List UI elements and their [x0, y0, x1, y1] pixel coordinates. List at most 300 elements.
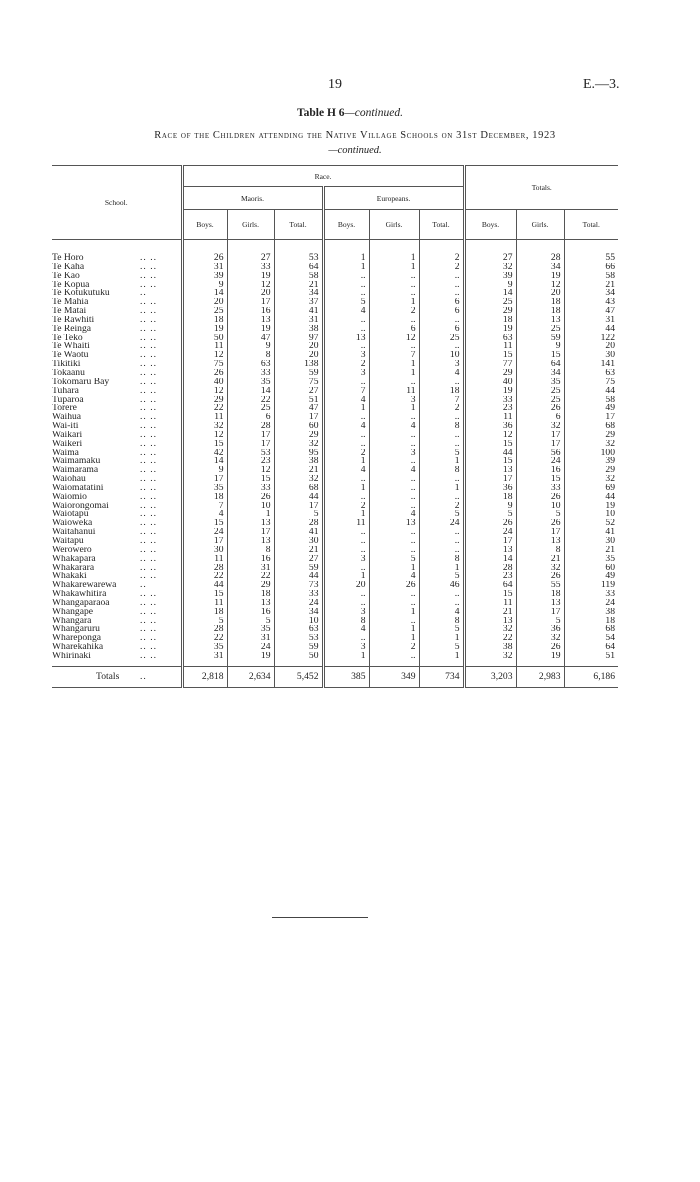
- cell-maori-total: 59: [274, 643, 323, 652]
- cell-dots: .. ..: [140, 422, 157, 431]
- cell-maori-girls: 18: [227, 590, 274, 599]
- cell-maori-boys: 15: [182, 590, 227, 599]
- cell-european-girls: ..: [369, 493, 419, 502]
- table-row: [52, 502, 618, 511]
- cell-dots: .. ..: [140, 351, 157, 361]
- cell-maori-girls: 28: [227, 422, 274, 431]
- cell-european-total: 10: [419, 351, 464, 360]
- cell-maori-girls: 5: [227, 617, 274, 626]
- cell-dots: .. ..: [140, 643, 157, 652]
- cell-maori-girls: 35: [227, 378, 274, 387]
- table-row: [52, 493, 618, 502]
- cell-totals-total: 63: [564, 369, 618, 378]
- cell-dots: .. ..: [140, 413, 157, 423]
- table-row: [52, 396, 618, 405]
- cell-totals-total: 49: [564, 572, 618, 581]
- bottom-rule: [272, 917, 368, 918]
- cell-totals-boys: 17: [464, 537, 516, 546]
- cell-european-total: 6: [419, 325, 464, 334]
- cell-school: Te Rawhiti: [52, 315, 95, 325]
- cell-european-total: 8: [419, 555, 464, 564]
- cell-european-girls: 5: [369, 555, 419, 564]
- cell-totals-girls: 26: [516, 519, 564, 528]
- cell-school: Waiohau: [52, 475, 86, 484]
- table-row: [52, 360, 618, 369]
- cell-dots: .. ..: [140, 590, 157, 599]
- cell-school: Te Waotu: [52, 351, 89, 361]
- cell-maori-girls: 19: [227, 652, 274, 666]
- cell-european-total: 18: [419, 387, 464, 396]
- table-row: [52, 537, 618, 546]
- cell-totals-total: 69: [564, 484, 618, 493]
- cell-maori-total: 31: [274, 316, 323, 325]
- cell-maori-girls: 12: [227, 281, 274, 290]
- table-row: [52, 457, 618, 466]
- cell-totals-girls: 32: [516, 634, 564, 643]
- cell-maori-boys: 44: [182, 581, 227, 590]
- table-row: [52, 298, 618, 307]
- cell-totals-girls: 15: [516, 351, 564, 360]
- cell-european-boys: 7: [323, 387, 369, 396]
- cell-maori-total: 21: [274, 546, 323, 555]
- cell-maori-total: 60: [274, 422, 323, 431]
- table-row: [52, 634, 618, 643]
- cell-maori-total: 30: [274, 537, 323, 546]
- cell-totals-total: 52: [564, 519, 618, 528]
- cell-european-boys: ..: [323, 431, 369, 440]
- cell-maori-boys: 15: [182, 440, 227, 449]
- cell-european-total: ..: [419, 590, 464, 599]
- col-maori-boys: Boys.: [182, 210, 227, 240]
- cell-european-total: 6: [419, 307, 464, 316]
- cell-maori-total: 32: [274, 440, 323, 449]
- cell-maori-boys: 35: [182, 484, 227, 493]
- cell-european-boys: 1: [323, 240, 369, 263]
- cell-maori-boys: 5: [182, 617, 227, 626]
- totals-dots: ..: [140, 666, 182, 687]
- cell-european-total: 25: [419, 334, 464, 343]
- cell-dots: .. ..: [140, 519, 157, 529]
- cell-totals-girls: 24: [516, 457, 564, 466]
- cell-maori-boys: 12: [182, 387, 227, 396]
- cell-maori-boys: 18: [182, 316, 227, 325]
- cell-european-total: ..: [419, 528, 464, 537]
- cell-maori-total: 75: [274, 378, 323, 387]
- cell-totals-girls: 64: [516, 360, 564, 369]
- cell-maori-total: 41: [274, 307, 323, 316]
- cell-dots: .. ..: [140, 377, 157, 387]
- cell-dots: .. ..: [140, 280, 157, 290]
- cell-dots: .. ..: [140, 439, 157, 449]
- cell-school: Waiotapu: [52, 510, 89, 520]
- cell-totals-girls: 33: [516, 484, 564, 493]
- cell-european-girls: ..: [369, 475, 419, 484]
- cell-european-total: 8: [419, 617, 464, 626]
- cell-european-girls: 1: [369, 404, 419, 413]
- cell-maori-total: 51: [274, 396, 323, 405]
- table-row: [52, 413, 618, 422]
- table-row: [52, 590, 618, 599]
- cell-maori-girls: 16: [227, 307, 274, 316]
- cell-dots: .. ..: [140, 537, 157, 546]
- cell-school: Tokaanu: [52, 368, 85, 378]
- cell-maori-boys: 19: [182, 325, 227, 334]
- cell-school: Te Kotukutuku: [52, 289, 110, 299]
- cell-maori-girls: 33: [227, 484, 274, 493]
- cell-totals-total: 17: [564, 413, 618, 422]
- cell-european-girls: ..: [369, 316, 419, 325]
- cell-maori-boys: 9: [182, 281, 227, 290]
- cell-totals-boys: 21: [464, 608, 516, 617]
- cell-totals-total: 30: [564, 537, 618, 546]
- cell-totals-total: 34: [564, 289, 618, 298]
- cell-school: Tuparoa: [52, 395, 84, 405]
- cell-dots: .. ..: [140, 651, 157, 661]
- col-european-total: Total.: [419, 210, 464, 240]
- cell-maori-girls: 63: [227, 360, 274, 369]
- cell-maori-boys: 11: [182, 599, 227, 608]
- cell-maori-boys: 20: [182, 298, 227, 307]
- cell-school: Waima: [52, 448, 79, 458]
- cell-european-boys: ..: [323, 413, 369, 422]
- table-row: [52, 334, 618, 343]
- cell-totals-boys: 36: [464, 422, 516, 431]
- cell-totals-girls: 26: [516, 643, 564, 652]
- cell-european-total: ..: [419, 316, 464, 325]
- cell-european-girls: 4: [369, 572, 419, 581]
- cell-totals-girls: 12: [516, 281, 564, 290]
- cell-european-total: 7: [419, 396, 464, 405]
- cell-dots: .. ..: [140, 307, 157, 316]
- cell-maori-girls: 27: [227, 240, 274, 263]
- cell-european-girls: 1: [369, 263, 419, 272]
- cell-maori-girls: 33: [227, 263, 274, 272]
- cell-dots: .. ..: [140, 324, 157, 334]
- cell-totals-girls: 19: [516, 272, 564, 281]
- cell-european-girls: 4: [369, 510, 419, 519]
- cell-maori-total: 68: [274, 484, 323, 493]
- cell-maori-girls: 35: [227, 625, 274, 634]
- cell-maori-boys: 11: [182, 413, 227, 422]
- cell-maori-boys: 18: [182, 608, 227, 617]
- cell-european-boys: ..: [323, 378, 369, 387]
- cell-maori-girls: 17: [227, 431, 274, 440]
- cell-dots: .. ..: [140, 262, 157, 272]
- cell-totals-total: 55: [564, 240, 618, 263]
- cell-maori-girls: 13: [227, 599, 274, 608]
- cell-school: Te Horo: [52, 252, 84, 263]
- cell-european-total: ..: [419, 475, 464, 484]
- europeans-header: Europeans.: [323, 187, 464, 210]
- cell-european-total: 5: [419, 643, 464, 652]
- cell-totals-boys: 33: [464, 396, 516, 405]
- cell-totals-boys: 77: [464, 360, 516, 369]
- cell-european-total: ..: [419, 546, 464, 555]
- cell-maori-boys: 12: [182, 351, 227, 360]
- cell-european-girls: 2: [369, 643, 419, 652]
- cell-school: Te Reinga: [52, 324, 92, 334]
- cell-totals-total: 100: [564, 449, 618, 458]
- cell-european-total: 5: [419, 625, 464, 634]
- cell-totals-girls: 21: [516, 555, 564, 564]
- cell-maori-total: 28: [274, 519, 323, 528]
- cell-school: Te Kao: [52, 271, 80, 281]
- maoris-header: Maoris.: [182, 187, 323, 210]
- cell-maori-total: 24: [274, 599, 323, 608]
- cell-totals-total: 58: [564, 272, 618, 281]
- cell-european-total: 46: [419, 581, 464, 590]
- cell-european-total: 1: [419, 652, 464, 666]
- totals-row: [52, 666, 618, 687]
- cell-totals-girls: 56: [516, 449, 564, 458]
- cell-european-girls: 3: [369, 449, 419, 458]
- cell-european-girls: 6: [369, 325, 419, 334]
- cell-maori-girls: 1: [227, 510, 274, 519]
- cell-totals-total: 119: [564, 581, 618, 590]
- cell-european-boys: 11: [323, 519, 369, 528]
- cell-maori-total: 44: [274, 493, 323, 502]
- cell-dots: .. ..: [140, 598, 157, 608]
- table-row: [52, 608, 618, 617]
- table-row: [52, 307, 618, 316]
- cell-maori-total: 5: [274, 510, 323, 519]
- cell-european-boys: 1: [323, 510, 369, 519]
- cell-dots: .. ..: [140, 386, 157, 396]
- cell-european-total: 2: [419, 240, 464, 263]
- cell-totals-boys: 27: [464, 240, 516, 263]
- cell-school: Tokomaru Bay: [52, 377, 110, 387]
- cell-maori-girls: 13: [227, 316, 274, 325]
- cell-european-boys: 4: [323, 422, 369, 431]
- cell-european-total: ..: [419, 281, 464, 290]
- table-row: [52, 564, 618, 573]
- cell-totals-boys: 18: [464, 493, 516, 502]
- totals-header: Totals.: [464, 166, 618, 210]
- cell-european-total: 5: [419, 572, 464, 581]
- cell-totals-total: 18: [564, 617, 618, 626]
- cell-school: Waioweka: [52, 519, 93, 529]
- cell-maori-boys: 24: [182, 528, 227, 537]
- cell-totals-boys: 15: [464, 440, 516, 449]
- cell-european-girls: 2: [369, 307, 419, 316]
- table-title: [0, 107, 700, 119]
- cell-totals-girls: 19: [516, 652, 564, 666]
- cell-european-boys: 4: [323, 396, 369, 405]
- cell-totals-girls: 17: [516, 431, 564, 440]
- table-row: [52, 422, 618, 431]
- caption-continued: —continued.: [328, 145, 382, 156]
- cell-totals-boys: 18: [464, 316, 516, 325]
- cell-dots: .. ..: [140, 501, 157, 511]
- table-row: [52, 431, 618, 440]
- table-row: [52, 475, 618, 484]
- totals-all-boys: 3,203: [464, 666, 516, 687]
- cell-maori-total: 27: [274, 555, 323, 564]
- cell-dots: .. ..: [140, 545, 157, 555]
- cell-european-total: ..: [419, 272, 464, 281]
- cell-european-boys: ..: [323, 564, 369, 573]
- cell-european-boys: 13: [323, 334, 369, 343]
- cell-maori-total: 27: [274, 387, 323, 396]
- cell-totals-girls: 18: [516, 307, 564, 316]
- cell-totals-boys: 32: [464, 263, 516, 272]
- cell-school: Te Kopua: [52, 280, 90, 290]
- col-maori-total: Total.: [274, 210, 323, 240]
- cell-maori-total: 17: [274, 413, 323, 422]
- table-row: [52, 449, 618, 458]
- cell-maori-boys: 7: [182, 502, 227, 511]
- cell-totals-boys: 63: [464, 334, 516, 343]
- cell-totals-total: 29: [564, 466, 618, 475]
- cell-european-boys: ..: [323, 325, 369, 334]
- cell-european-girls: 1: [369, 360, 419, 369]
- cell-totals-total: 44: [564, 387, 618, 396]
- cell-maori-total: 29: [274, 431, 323, 440]
- cell-totals-boys: 13: [464, 546, 516, 555]
- document-reference: E.—3.: [583, 77, 620, 92]
- cell-totals-girls: 26: [516, 404, 564, 413]
- cell-totals-girls: 26: [516, 493, 564, 502]
- cell-european-total: ..: [419, 289, 464, 298]
- cell-european-boys: 3: [323, 608, 369, 617]
- cell-totals-girls: 18: [516, 298, 564, 307]
- col-european-girls: Girls.: [369, 210, 419, 240]
- cell-dots: ..: [140, 581, 147, 591]
- cell-maori-boys: 22: [182, 404, 227, 413]
- cell-european-boys: ..: [323, 440, 369, 449]
- cell-maori-boys: 17: [182, 475, 227, 484]
- cell-totals-total: 32: [564, 440, 618, 449]
- cell-european-girls: 3: [369, 396, 419, 405]
- table-row: [52, 316, 618, 325]
- cell-maori-total: 44: [274, 572, 323, 581]
- cell-maori-girls: 47: [227, 334, 274, 343]
- cell-maori-boys: 26: [182, 240, 227, 263]
- cell-european-boys: 1: [323, 404, 369, 413]
- cell-maori-girls: 6: [227, 413, 274, 422]
- cell-school: Whangape: [52, 607, 94, 617]
- cell-maori-total: 21: [274, 281, 323, 290]
- cell-european-girls: 1: [369, 608, 419, 617]
- cell-totals-boys: 32: [464, 625, 516, 634]
- table-row: [52, 404, 618, 413]
- cell-maori-total: 34: [274, 289, 323, 298]
- cell-european-total: ..: [419, 342, 464, 351]
- cell-totals-total: 19: [564, 502, 618, 511]
- cell-dots: .. ..: [140, 430, 157, 440]
- cell-school: Waimarama: [52, 466, 99, 476]
- cell-school: Waiomio: [52, 492, 87, 502]
- cell-european-girls: 7: [369, 351, 419, 360]
- cell-european-boys: 1: [323, 572, 369, 581]
- cell-maori-boys: 30: [182, 546, 227, 555]
- totals-european-girls: 349: [369, 666, 419, 687]
- cell-european-girls: ..: [369, 528, 419, 537]
- cell-maori-boys: 29: [182, 396, 227, 405]
- cell-european-boys: 1: [323, 263, 369, 272]
- cell-maori-total: 34: [274, 608, 323, 617]
- cell-maori-total: 21: [274, 466, 323, 475]
- cell-european-total: 5: [419, 449, 464, 458]
- cell-maori-boys: 31: [182, 263, 227, 272]
- cell-maori-girls: 25: [227, 404, 274, 413]
- cell-maori-boys: 15: [182, 519, 227, 528]
- cell-european-boys: ..: [323, 599, 369, 608]
- race-header: Race.: [182, 166, 464, 187]
- cell-totals-boys: 14: [464, 555, 516, 564]
- cell-european-girls: 4: [369, 422, 419, 431]
- cell-maori-girls: 8: [227, 351, 274, 360]
- cell-maori-girls: 23: [227, 457, 274, 466]
- cell-european-boys: 2: [323, 502, 369, 511]
- cell-dots: .. ..: [140, 607, 157, 617]
- table-row: [52, 625, 618, 634]
- table-row: [52, 528, 618, 537]
- cell-totals-total: 10: [564, 510, 618, 519]
- cell-maori-total: 53: [274, 240, 323, 263]
- cell-totals-total: 141: [564, 360, 618, 369]
- cell-totals-girls: 25: [516, 396, 564, 405]
- cell-maori-boys: 18: [182, 493, 227, 502]
- cell-dots: .. ..: [140, 333, 157, 343]
- cell-totals-girls: 15: [516, 475, 564, 484]
- cell-school: Tikitiki: [52, 360, 81, 369]
- cell-totals-girls: 34: [516, 263, 564, 272]
- cell-maori-girls: 17: [227, 440, 274, 449]
- cell-totals-boys: 23: [464, 572, 516, 581]
- cell-maori-girls: 31: [227, 634, 274, 643]
- cell-european-girls: ..: [369, 431, 419, 440]
- cell-totals-total: 20: [564, 342, 618, 351]
- cell-european-girls: ..: [369, 440, 419, 449]
- cell-european-boys: 3: [323, 555, 369, 564]
- cell-european-total: 1: [419, 457, 464, 466]
- cell-maori-total: 97: [274, 334, 323, 343]
- table-caption: [52, 128, 658, 158]
- cell-totals-total: 39: [564, 457, 618, 466]
- cell-totals-boys: 25: [464, 298, 516, 307]
- cell-totals-total: 38: [564, 608, 618, 617]
- cell-totals-girls: 5: [516, 510, 564, 519]
- cell-maori-girls: 31: [227, 564, 274, 573]
- cell-totals-girls: 25: [516, 325, 564, 334]
- cell-european-girls: ..: [369, 537, 419, 546]
- cell-totals-total: 122: [564, 334, 618, 343]
- cell-maori-boys: 9: [182, 466, 227, 475]
- cell-totals-girls: 17: [516, 440, 564, 449]
- cell-maori-girls: 12: [227, 466, 274, 475]
- col-maori-girls: Girls.: [227, 210, 274, 240]
- table-row: [52, 581, 618, 590]
- cell-european-total: 4: [419, 608, 464, 617]
- cell-maori-girls: 20: [227, 289, 274, 298]
- cell-maori-girls: 22: [227, 396, 274, 405]
- cell-maori-total: 37: [274, 298, 323, 307]
- cell-european-girls: 1: [369, 298, 419, 307]
- cell-european-total: 5: [419, 510, 464, 519]
- cell-maori-girls: 22: [227, 572, 274, 581]
- cell-maori-boys: 4: [182, 510, 227, 519]
- table-body: [52, 240, 618, 667]
- cell-totals-total: 44: [564, 325, 618, 334]
- cell-european-boys: 4: [323, 307, 369, 316]
- cell-european-girls: ..: [369, 502, 419, 511]
- cell-totals-total: 66: [564, 263, 618, 272]
- col-totals-boys: Boys.: [464, 210, 516, 240]
- cell-maori-total: 41: [274, 528, 323, 537]
- cell-european-boys: ..: [323, 316, 369, 325]
- cell-dots: .. ..: [140, 466, 157, 476]
